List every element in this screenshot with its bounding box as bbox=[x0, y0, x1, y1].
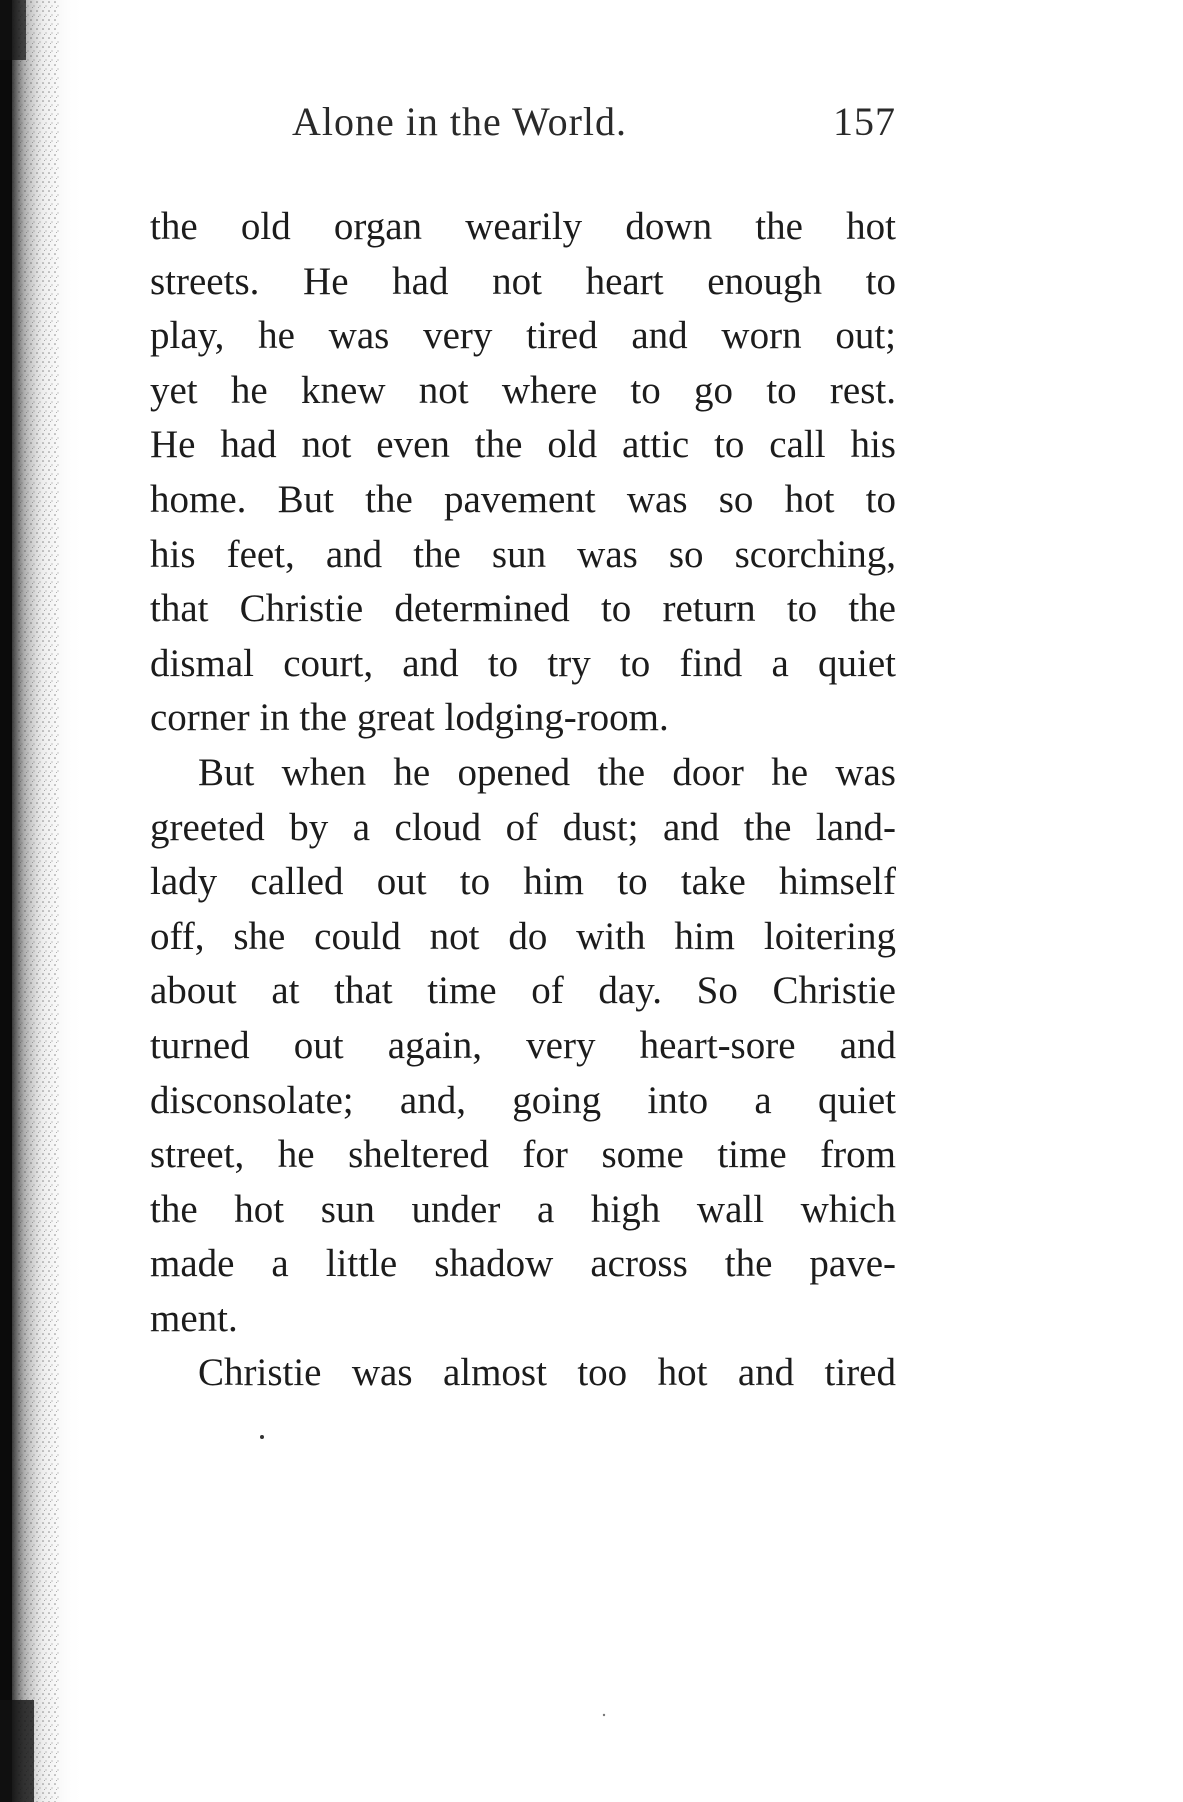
page-number: 157 bbox=[833, 99, 896, 144]
text-line: corner in the great lodging-room. bbox=[150, 696, 669, 740]
text-line: his feet, and the sun was so scorching, bbox=[150, 532, 896, 576]
paragraph-2 bbox=[150, 746, 896, 1347]
text-line: ment. bbox=[150, 1296, 238, 1340]
text-line: that Christie determined to return to the bbox=[150, 587, 896, 631]
running-title: Alone in the World. bbox=[292, 99, 627, 144]
text-line: turned out again, very heart-sore and bbox=[150, 1023, 896, 1067]
body-text bbox=[150, 200, 896, 1401]
text-line: made a little shadow across the pave- bbox=[150, 1242, 896, 1286]
gutter-shadow-graphic bbox=[0, 0, 86, 1802]
text-line: lady called out to him to take himself bbox=[150, 860, 896, 904]
text-line: Christie was almost too hot and tired bbox=[198, 1351, 896, 1395]
text-line: greeted by a cloud of dust; and the land- bbox=[150, 805, 896, 849]
text-line: He had not even the old attic to call his bbox=[150, 423, 896, 467]
text-line: disconsolate; and, going into a quiet bbox=[150, 1078, 896, 1122]
text-line: home. But the pavement was so hot to bbox=[150, 477, 896, 521]
paragraph-1 bbox=[150, 200, 896, 746]
text-line: streets. He had not heart enough to bbox=[150, 259, 896, 303]
text-line: dismal court, and to try to find a quiet bbox=[150, 641, 896, 685]
text-line: the hot sun under a high wall which bbox=[150, 1187, 896, 1231]
binding-gutter bbox=[0, 0, 86, 1802]
speck-mark bbox=[260, 1435, 264, 1439]
text-line: yet he knew not where to go to rest. bbox=[150, 368, 896, 412]
text-line: play, he was very tired and worn out; bbox=[150, 314, 896, 358]
text-line: street, he sheltered for some time from bbox=[150, 1133, 896, 1177]
speck-mark bbox=[603, 1714, 605, 1716]
paragraph-3 bbox=[150, 1346, 896, 1401]
text-line: off, she could not do with him loitering bbox=[150, 914, 896, 958]
text-line: the old organ wearily down the hot bbox=[150, 205, 896, 248]
page-header bbox=[150, 98, 896, 150]
text-line: But when he opened the door he was bbox=[198, 750, 896, 794]
text-line: about at that time of day. So Christie bbox=[150, 969, 896, 1013]
